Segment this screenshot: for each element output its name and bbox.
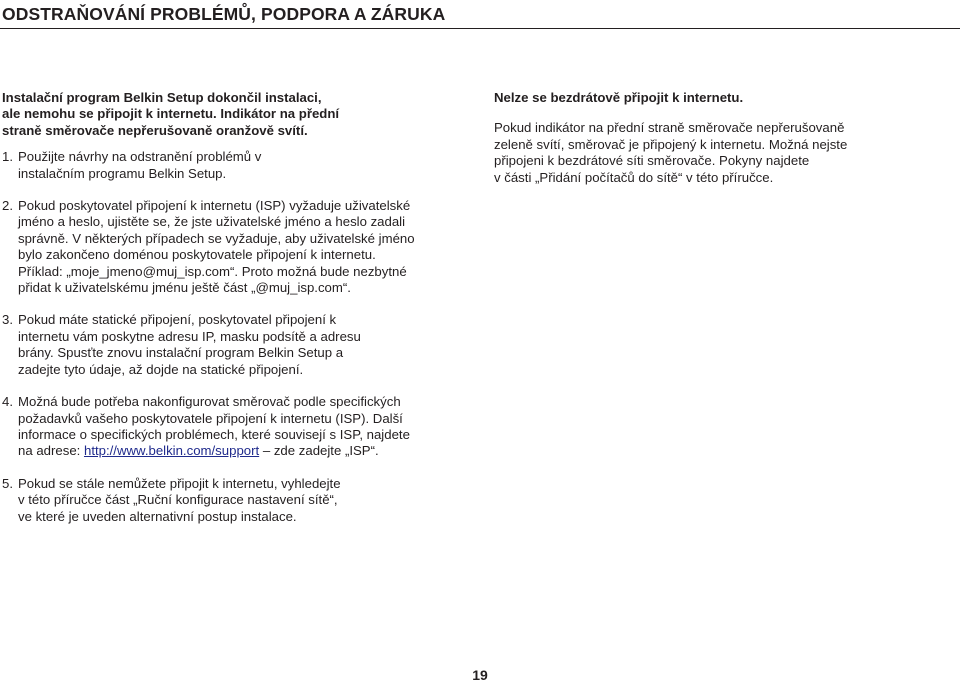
- lead-line: ale nemohu se připojit k internetu. Indikátor na přední: [2, 106, 340, 122]
- item-line: jméno a heslo, ujistěte se, že jste uživatelské jméno a heslo zadali: [18, 214, 406, 230]
- link-prefix: na adrese:: [18, 443, 84, 459]
- item-line: Pokud se stále nemůžete připojit k internetu, vyhledejte: [18, 475, 341, 491]
- list-item-5: [2, 476, 472, 525]
- lead-line: Instalační program Belkin Setup dokončil instalaci,: [2, 90, 322, 105]
- item-number: 2.: [2, 198, 13, 214]
- item-line: Použijte návrhy na odstranění problémů v: [18, 149, 262, 165]
- lead-paragraph: [2, 90, 472, 139]
- item-line: bylo zakončeno doménou poskytovatele připojení k internetu.: [18, 247, 376, 263]
- item-line: internetu vám poskytne adresu IP, masku podsítě a adresu: [18, 328, 361, 344]
- list-item-1: [2, 149, 472, 182]
- body-line: připojeni k bezdrátové síti směrovače. Pokyny najdete: [494, 153, 810, 169]
- item-line: přidat k uživatelskému jménu ještě část „@muj_isp.com“.: [18, 280, 351, 296]
- list-item-4: [2, 394, 472, 460]
- list-item-3: [2, 312, 472, 378]
- left-column: [2, 90, 472, 525]
- body-line: v části „Přidání počítačů do sítě“ v této příručce.: [494, 169, 774, 185]
- section-heading: Nelze se bezdrátově připojit k internetu.: [494, 90, 744, 105]
- section-body: [494, 120, 914, 186]
- item-line: [18, 443, 472, 459]
- belkin-support-link[interactable]: http://www.belkin.com/support: [83, 443, 260, 459]
- item-line: zadejte tyto údaje, až dojde na statické připojení.: [18, 361, 304, 377]
- item-line: Možná bude potřeba nakonfigurovat směrovač podle specifických: [18, 394, 401, 410]
- body-line: Pokud indikátor na přední straně směrovače nepřerušovaně: [494, 120, 845, 136]
- item-line: brány. Spusťte znovu instalační program Belkin Setup a: [18, 345, 344, 361]
- item-number: 3.: [2, 312, 13, 328]
- page-title: ODSTRAŇOVÁNÍ PROBLÉMŮ, PODPORA A ZÁRUKA: [2, 4, 446, 24]
- item-line: ve které je uveden alternativní postup instalace.: [18, 508, 297, 524]
- item-line: správně. V některých případech se vyžaduje, aby uživatelské jméno: [18, 230, 415, 246]
- item-line: v této příručce část „Ruční konfigurace nastavení sítě“,: [18, 492, 338, 508]
- item-line: instalačním programu Belkin Setup.: [18, 165, 227, 181]
- lead-line: straně směrovače nepřerušovaně oranžově svítí.: [2, 122, 308, 138]
- list-item-2: [2, 198, 472, 296]
- body-line: zeleně svítí, směrovač je připojený k internetu. Možná nejste: [494, 136, 848, 152]
- page-header: [0, 0, 960, 29]
- item-line: požadavků vašeho poskytovatele připojení k internetu (ISP). Další: [18, 410, 403, 426]
- item-line: informace o specifických problémech, které souvisejí s ISP, najdete: [18, 426, 410, 442]
- item-line: Příklad: „moje_jmeno@muj_isp.com“. Proto možná bude nezbytné: [18, 263, 407, 279]
- item-number: 5.: [2, 475, 13, 491]
- item-number: 1.: [2, 149, 13, 165]
- item-number: 4.: [2, 394, 13, 410]
- item-line: Pokud poskytovatel připojení k internetu (ISP) vyžaduje uživatelské: [18, 198, 411, 214]
- item-line: Pokud máte statické připojení, poskytovatel připojení k: [18, 312, 337, 328]
- page-number: 19: [472, 667, 488, 683]
- right-column: [494, 90, 914, 186]
- link-suffix: – zde zadejte „ISP“.: [259, 443, 379, 459]
